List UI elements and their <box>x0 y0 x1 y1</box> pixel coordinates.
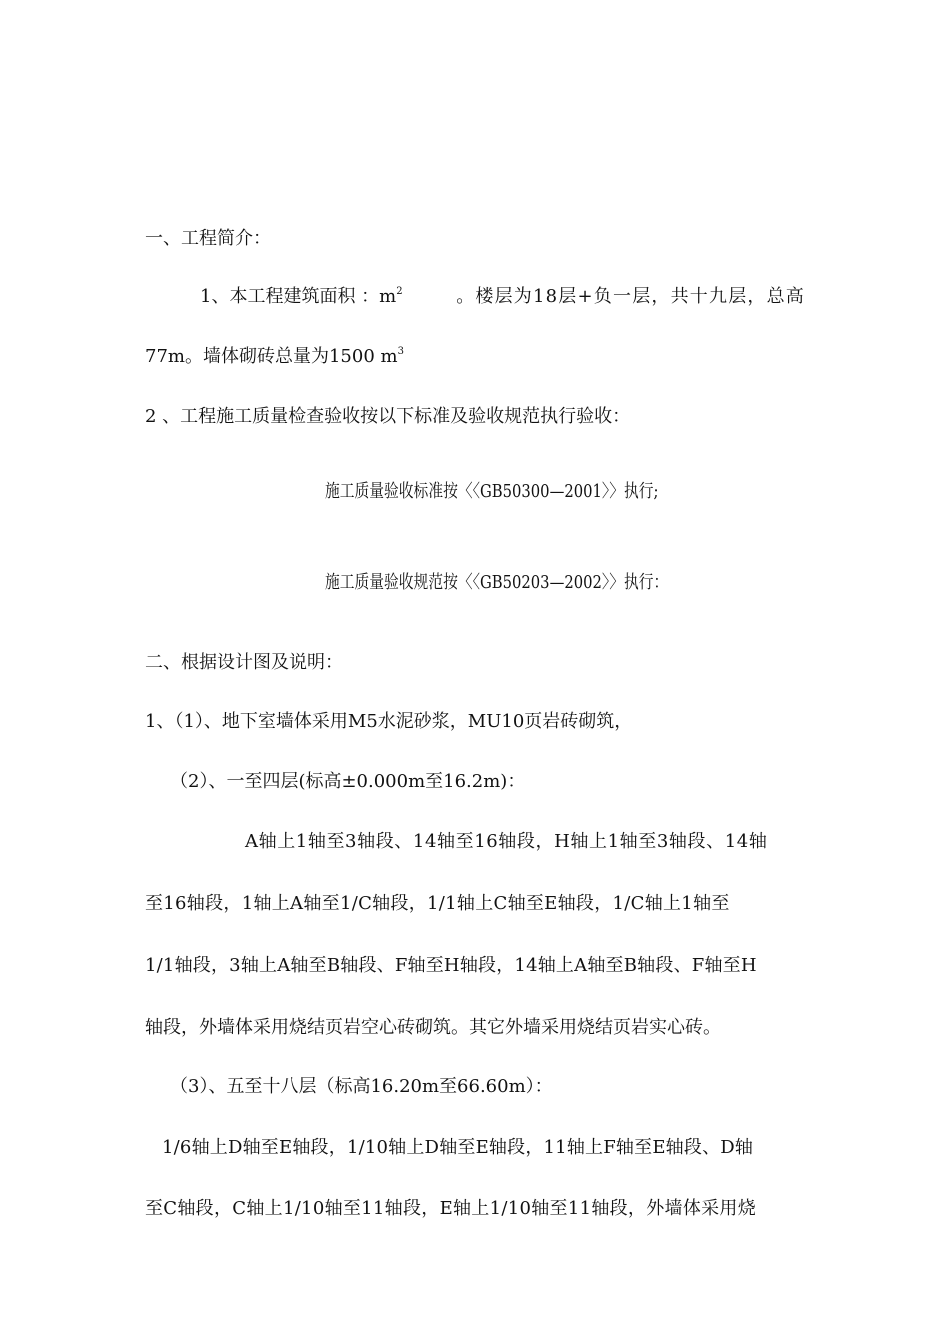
section-heading-2: 二、根据设计图及说明： <box>145 652 343 673</box>
standard-2-text: 施工质量验收规范按〈〈GB50203—2002〉〉执行： <box>325 572 669 593</box>
subsection-3-line-2 <box>145 1197 805 1221</box>
subsection-2-line-2 <box>145 892 805 916</box>
subsection-3-line-1-text: 1/6轴上D轴至E轴段，1/10轴上D轴至E轴段，11轴上F轴至E轴段、D轴 <box>162 1137 754 1158</box>
paragraph-basement: 1、（1）、地下室墙体采用M5水泥砂浆，MU10页岩砖砌筑， <box>145 711 633 732</box>
paragraph-masonry-volume <box>145 345 404 369</box>
subsection-3-line-1 <box>162 1136 805 1160</box>
floors-text: 。楼层为18层+负一层，共十九层，总高 <box>456 286 805 307</box>
area-text: 1、本工程建筑面积 ：m <box>200 286 397 307</box>
subsection-2-line-2-text: 至16轴段，1轴上A轴至1/C轴段，1/1轴上C轴至E轴段，1/C轴上1轴至 <box>145 893 730 914</box>
subsection-2-title: （2）、一至四层(标高±0.000m至16.2m)： <box>170 771 526 792</box>
paragraph-acceptance: 2 、工程施工质量检查验收按以下标准及验收规范执行验收： <box>145 406 631 427</box>
subsection-2-line-3 <box>145 954 805 978</box>
paragraph-project-area <box>200 285 805 309</box>
standard-line-2 <box>325 571 744 595</box>
subsection-2-line-1-text: A轴上1轴至3轴段、14轴至16轴段，H轴上1轴至3轴段、14轴 <box>245 831 768 852</box>
area-unit-sup: 2 <box>396 286 403 297</box>
subsection-2-line-3-text: 1/1轴段，3轴上A轴至B轴段、F轴至H轴段，14轴上A轴至B轴段、F轴至H <box>145 955 757 976</box>
volume-unit-sup: 3 <box>397 346 404 357</box>
standard-1-text: 施工质量验收标准按〈〈GB50300—2001〉〉执行; <box>325 481 659 502</box>
section-heading-1: 一、工程简介： <box>145 228 271 249</box>
subsection-2-line-1 <box>245 830 805 854</box>
subsection-3-line-2-text: 至C轴段，C轴上1/10轴至11轴段，E轴上1/10轴至11轴段，外墙体采用烧 <box>145 1198 757 1219</box>
standard-line-1 <box>325 480 732 504</box>
subsection-2-line-4: 轴段，外墙体采用烧结页岩空心砖砌筑。其它外墙采用烧结页岩实心砖。 <box>145 1017 721 1038</box>
masonry-volume-text: 77m。墙体砌砖总量为1500 m <box>145 346 398 367</box>
subsection-3-title: （3）、五至十八层（标高16.20m至66.60m）： <box>170 1076 553 1097</box>
